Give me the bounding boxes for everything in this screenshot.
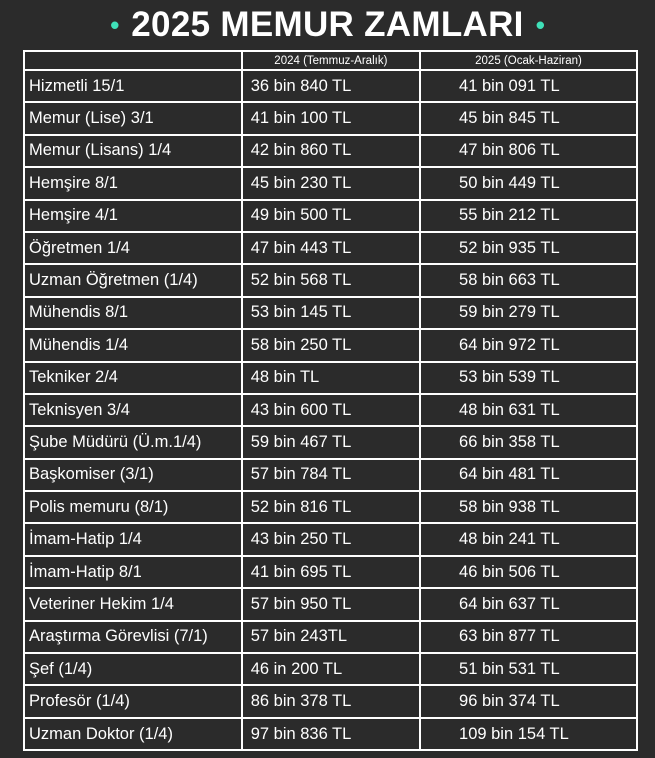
cell-title: Araştırma Görevlisi (7/1) (24, 621, 242, 653)
cell-2024: 59 bin 467 TL (242, 426, 420, 458)
table-row (24, 621, 637, 653)
salary-table (23, 50, 638, 751)
cell-2025: 59 bin 279 TL (420, 297, 637, 329)
header-2024: 2024 (Temmuz-Aralık) (242, 51, 420, 70)
table-row (24, 394, 637, 426)
cell-2024: 43 bin 250 TL (242, 523, 420, 555)
cell-title: Mühendis 1/4 (24, 329, 242, 361)
table-row (24, 362, 637, 394)
cell-title: Profesör (1/4) (24, 685, 242, 717)
cell-title: Şube Müdürü (Ü.m.1/4) (24, 426, 242, 458)
cell-title: Memur (Lise) 3/1 (24, 102, 242, 134)
cell-title: Polis memuru (8/1) (24, 491, 242, 523)
cell-title: İmam-Hatip 8/1 (24, 556, 242, 588)
cell-2025: 96 bin 374 TL (420, 685, 637, 717)
cell-2024: 58 bin 250 TL (242, 329, 420, 361)
table-row (24, 70, 637, 102)
table-row (24, 232, 637, 264)
cell-2025: 109 bin 154 TL (420, 718, 637, 750)
table-row (24, 426, 637, 458)
cell-title: Teknisyen 3/4 (24, 394, 242, 426)
cell-title: Veteriner Hekim 1/4 (24, 588, 242, 620)
cell-title: Hemşire 8/1 (24, 167, 242, 199)
cell-2024: 46 in 200 TL (242, 653, 420, 685)
cell-title: Hizmetli 15/1 (24, 70, 242, 102)
table-row (24, 523, 637, 555)
cell-2025: 45 bin 845 TL (420, 102, 637, 134)
header-2025: 2025 (Ocak-Haziran) (420, 51, 637, 70)
table-row (24, 556, 637, 588)
cell-2024: 57 bin 243TL (242, 621, 420, 653)
table-row (24, 102, 637, 134)
cell-2024: 41 bin 695 TL (242, 556, 420, 588)
cell-2024: 47 bin 443 TL (242, 232, 420, 264)
cell-2025: 52 bin 935 TL (420, 232, 637, 264)
cell-2024: 36 bin 840 TL (242, 70, 420, 102)
cell-2024: 86 bin 378 TL (242, 685, 420, 717)
title-bar (0, 0, 655, 50)
table-row (24, 491, 637, 523)
cell-2025: 66 bin 358 TL (420, 426, 637, 458)
header-title (24, 51, 242, 70)
cell-2025: 53 bin 539 TL (420, 362, 637, 394)
table-row (24, 685, 637, 717)
cell-2024: 52 bin 568 TL (242, 264, 420, 296)
cell-2024: 49 bin 500 TL (242, 200, 420, 232)
table-row (24, 459, 637, 491)
page-title: 2025 MEMUR ZAMLARI (131, 5, 524, 44)
cell-title: İmam-Hatip 1/4 (24, 523, 242, 555)
cell-2024: 57 bin 950 TL (242, 588, 420, 620)
cell-title: Tekniker 2/4 (24, 362, 242, 394)
cell-2024: 52 bin 816 TL (242, 491, 420, 523)
cell-title: Şef (1/4) (24, 653, 242, 685)
cell-2024: 97 bin 836 TL (242, 718, 420, 750)
table-row (24, 653, 637, 685)
cell-2025: 64 bin 637 TL (420, 588, 637, 620)
table-row (24, 718, 637, 750)
table-row (24, 588, 637, 620)
table-row (24, 200, 637, 232)
table-header-row (24, 51, 637, 70)
cell-title: Öğretmen 1/4 (24, 232, 242, 264)
cell-2025: 51 bin 531 TL (420, 653, 637, 685)
cell-2024: 48 bin TL (242, 362, 420, 394)
table-row (24, 264, 637, 296)
table-row (24, 167, 637, 199)
cell-title: Başkomiser (3/1) (24, 459, 242, 491)
cell-2024: 43 bin 600 TL (242, 394, 420, 426)
cell-title: Mühendis 8/1 (24, 297, 242, 329)
cell-title: Uzman Öğretmen (1/4) (24, 264, 242, 296)
cell-title: Uzman Doktor (1/4) (24, 718, 242, 750)
cell-2025: 50 bin 449 TL (420, 167, 637, 199)
cell-2025: 58 bin 663 TL (420, 264, 637, 296)
cell-2024: 42 bin 860 TL (242, 135, 420, 167)
title-dot-right: • (535, 10, 545, 40)
table-body (24, 70, 637, 750)
cell-2025: 63 bin 877 TL (420, 621, 637, 653)
cell-2025: 64 bin 481 TL (420, 459, 637, 491)
table-row (24, 135, 637, 167)
cell-title: Hemşire 4/1 (24, 200, 242, 232)
cell-2025: 64 bin 972 TL (420, 329, 637, 361)
cell-2024: 53 bin 145 TL (242, 297, 420, 329)
cell-2025: 46 bin 506 TL (420, 556, 637, 588)
cell-2024: 57 bin 784 TL (242, 459, 420, 491)
table-row (24, 297, 637, 329)
cell-2024: 41 bin 100 TL (242, 102, 420, 134)
cell-2025: 41 bin 091 TL (420, 70, 637, 102)
cell-title: Memur (Lisans) 1/4 (24, 135, 242, 167)
cell-2025: 48 bin 241 TL (420, 523, 637, 555)
cell-2025: 55 bin 212 TL (420, 200, 637, 232)
cell-2024: 45 bin 230 TL (242, 167, 420, 199)
cell-2025: 58 bin 938 TL (420, 491, 637, 523)
cell-2025: 47 bin 806 TL (420, 135, 637, 167)
table-row (24, 329, 637, 361)
cell-2025: 48 bin 631 TL (420, 394, 637, 426)
title-dot-left: • (110, 10, 120, 40)
